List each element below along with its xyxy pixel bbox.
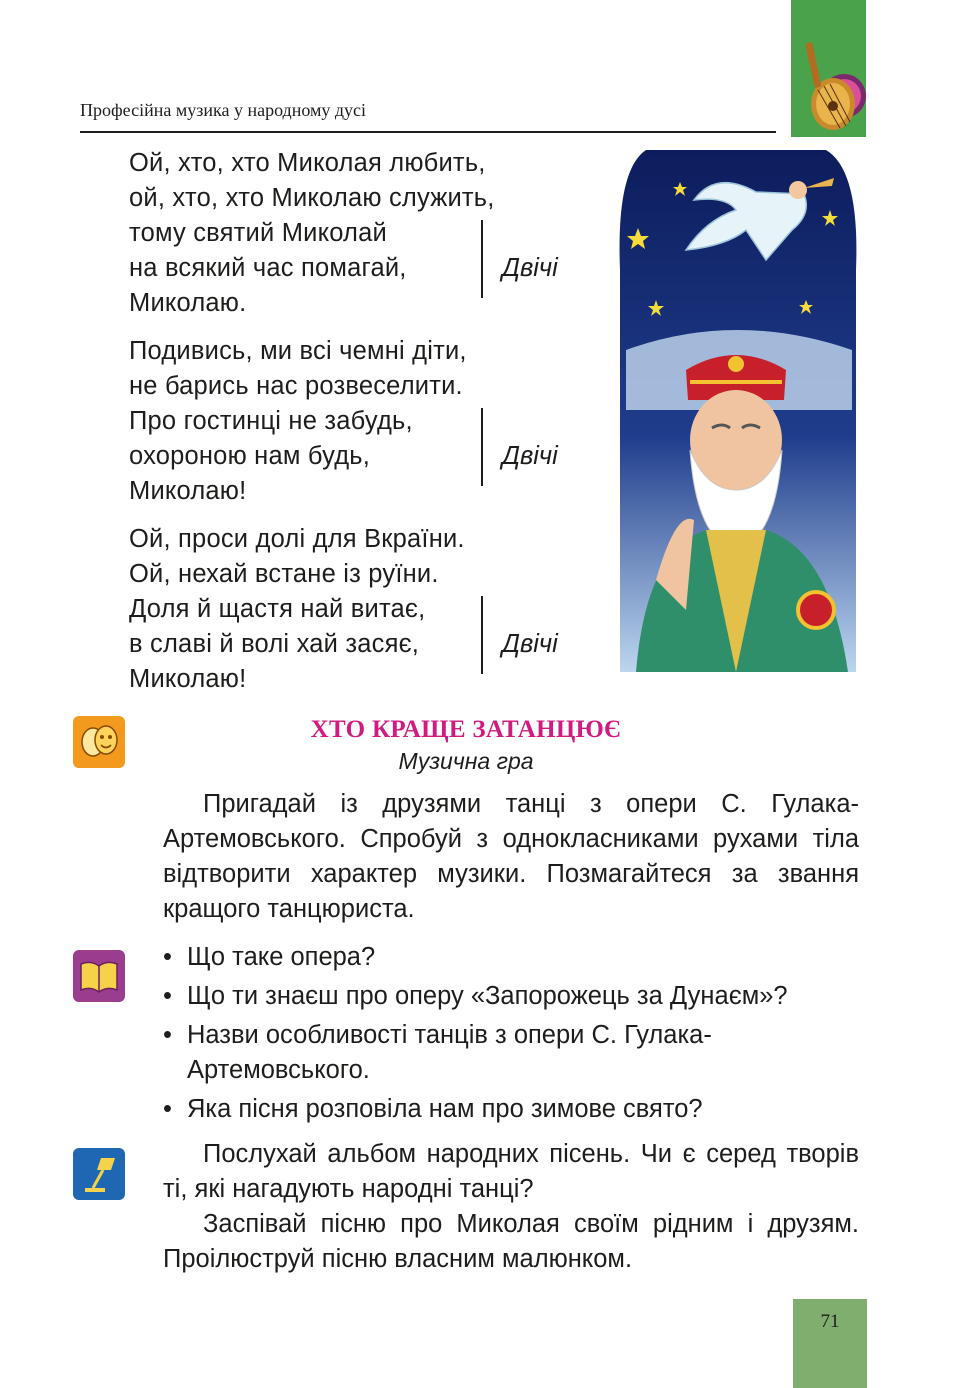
verse-line: ой, хто, хто Миколаю служить, [129, 184, 495, 212]
verse-line: Подивись, ми всі чемні діти, [129, 337, 467, 365]
refrain-label: Двічі [502, 630, 558, 658]
question-text: Яка пісня розповіла нам про зимове свято? [187, 1095, 703, 1123]
stanza-1 [129, 146, 609, 321]
running-header: Професійна музика у народному дусі [80, 100, 367, 120]
verse-line: Миколаю! [129, 477, 247, 505]
verse-line: Доля й щастя най витає, [129, 595, 426, 623]
refrain [129, 216, 609, 286]
bullet: • [163, 1021, 172, 1049]
saint-nicholas-illustration [616, 150, 860, 672]
header-rule [80, 131, 776, 133]
verse-line: в славі й волі хай засяє, [129, 630, 420, 658]
refrain-label: Двічі [502, 442, 558, 470]
stanza-3 [129, 522, 609, 697]
refrain-bar [481, 220, 483, 298]
game-subtitle: Музична гра [398, 748, 534, 774]
bandura-icon [800, 38, 868, 138]
game-title: ХТО КРАЩЕ ЗАТАНЦЮЄ [310, 716, 622, 743]
verse-line: тому святий Миколай [129, 219, 387, 247]
refrain [129, 592, 609, 662]
verse-line: Ой, нехай встане із руїни. [129, 560, 439, 588]
list-item [163, 1092, 863, 1127]
list-item [163, 979, 863, 1014]
question-text: Що ти знаєш про оперу «Запорожець за Дунаєм»? [187, 982, 788, 1010]
verse-line: Про гостинці не забудь, [129, 407, 413, 435]
page-number: 71 [820, 1311, 840, 1332]
verse-line: Ой, хто, хто Миколая любить, [129, 149, 486, 177]
verse-line: охороною нам будь, [129, 442, 371, 470]
homework-paragraph-1: Послухай альбом народних пісень. Чи є серед творів ті, які нагадують народні танці? [163, 1140, 859, 1203]
list-item [163, 1018, 863, 1088]
open-book-icon [73, 950, 125, 1002]
verse-line: Миколаю. [129, 289, 247, 317]
refrain-label: Двічі [502, 254, 558, 282]
bullet: • [163, 943, 172, 971]
verse-line: Миколаю! [129, 665, 247, 693]
desk-lamp-icon [73, 1148, 125, 1200]
question-text: Назви особливості танців з опери С. Гулака-Артемовського. [187, 1021, 712, 1084]
stanza-2 [129, 334, 609, 509]
bullet: • [163, 1095, 172, 1123]
verse-line: не барись нас розвеселити. [129, 372, 463, 400]
song-verses [129, 146, 609, 710]
homework-paragraph-2: Заспівай пісню про Миколая своїм рідним і друзям. Проілюструй пісню власним малюнком. [163, 1210, 859, 1273]
verse-line: на всякий час помагай, [129, 254, 407, 282]
game-description: Пригадай із друзями танці з опери С. Гулака-Артемовського. Спробуй з однокласниками рухами тіла відтворити характер музики. Позмагайтеся за звання кращого танцюриста. [163, 790, 859, 923]
verse-line: Ой, проси долі для Вкраїни. [129, 525, 465, 553]
refrain-bar [481, 596, 483, 674]
question-text: Що таке опера? [187, 943, 376, 971]
question-list [163, 940, 863, 1131]
refrain-bar [481, 408, 483, 486]
refrain [129, 404, 609, 474]
list-item [163, 940, 863, 975]
bullet: • [163, 982, 172, 1010]
